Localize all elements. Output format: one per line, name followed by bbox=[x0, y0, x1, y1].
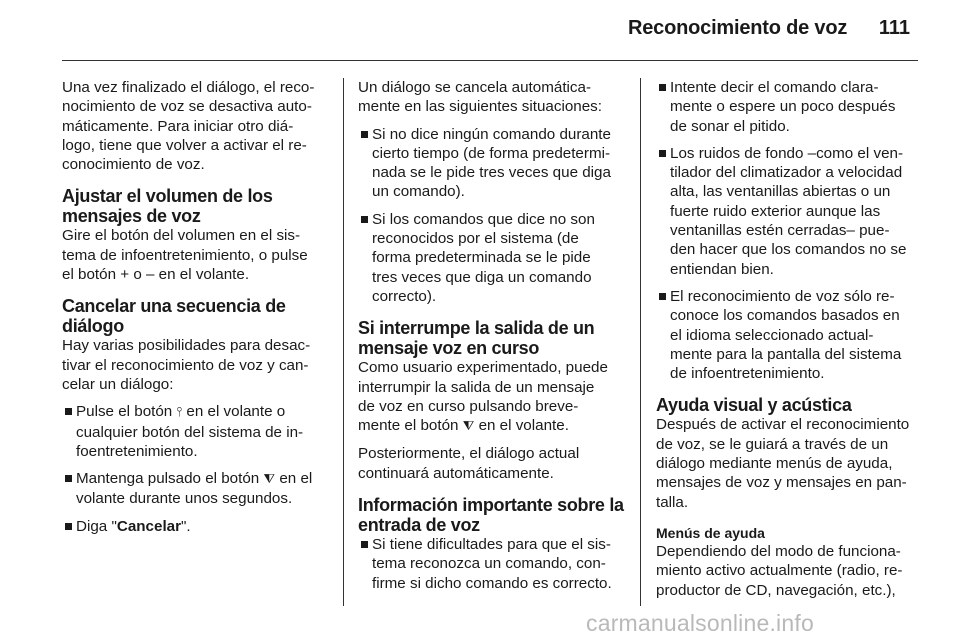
text-line: Dependiendo del modo de funciona- bbox=[656, 542, 901, 560]
text-line: Los ruidos de fondo –como el ven- bbox=[670, 144, 904, 162]
text-line: forma predeterminada se le pide bbox=[372, 249, 591, 267]
text-line: un comando). bbox=[372, 183, 465, 201]
text-line: máticamente. Para iniciar otro diá- bbox=[62, 117, 294, 135]
column-divider-2 bbox=[640, 78, 641, 606]
text-line: mente en las siguientes situaciones: bbox=[358, 98, 602, 116]
text-fragment: Mantenga pulsado el botón bbox=[76, 470, 260, 488]
text-line: den hacer que los comandos no se bbox=[670, 241, 907, 259]
text-line: de voz, se le guiará a través de un bbox=[656, 435, 889, 453]
text-fragment: ". bbox=[181, 517, 191, 535]
voice-icon: ⧨ bbox=[462, 419, 475, 435]
text-line: cierto tiempo (de forma predetermi- bbox=[372, 144, 611, 162]
text-line: El reconocimiento de voz sólo re- bbox=[670, 287, 895, 305]
text-line: el botón + o – en el volante. bbox=[62, 266, 250, 284]
text-line: conocimiento de voz. bbox=[62, 156, 205, 174]
text-line: Si los comandos que dice no son bbox=[372, 210, 595, 228]
heading-line: mensaje voz en curso bbox=[358, 338, 540, 359]
heading-line: diálogo bbox=[62, 316, 124, 337]
list-item bbox=[358, 210, 626, 306]
column-3 bbox=[656, 78, 922, 608]
text-line: continuará automáticamente. bbox=[358, 464, 554, 482]
text-line: tema reconozca un comando, con- bbox=[372, 555, 606, 573]
text-fragment: en el volante. bbox=[478, 417, 569, 435]
text-line: ventanillas estén cerradas– pue- bbox=[670, 222, 890, 240]
volume-paragraph bbox=[62, 226, 330, 284]
text-line: Gire el botón del volumen en el sis- bbox=[62, 227, 301, 245]
text-line: Si no dice ningún comando durante bbox=[372, 125, 611, 143]
text-line: de voz en curso pulsando breve- bbox=[358, 397, 579, 415]
menus-paragraph bbox=[656, 542, 922, 600]
text-line: fuerte ruido exterior aunque las bbox=[670, 202, 881, 220]
heading-info bbox=[358, 495, 626, 535]
list-item bbox=[656, 144, 922, 279]
list-item bbox=[358, 535, 626, 593]
text-line: mente o espere un poco después bbox=[670, 98, 896, 116]
text-line: foentretenimiento. bbox=[76, 442, 198, 460]
text-line: Después de activar el reconocimiento bbox=[656, 416, 910, 434]
command-keyword: Cancelar bbox=[116, 517, 182, 535]
text-line: Si tiene dificultades para que el sis- bbox=[372, 536, 611, 554]
text-line: correcto). bbox=[372, 287, 437, 305]
heading-line: Cancelar una secuencia de bbox=[62, 296, 286, 317]
text-line: logo, tiene que volver a activar el re- bbox=[62, 136, 307, 154]
auto-cancel-paragraph bbox=[358, 78, 626, 117]
voice-icon: ⧨ bbox=[263, 472, 276, 488]
info-list-continued bbox=[656, 78, 922, 383]
text-line: de infoentretenimiento. bbox=[670, 365, 825, 383]
text-line: tivar el reconocimiento de voz y can- bbox=[62, 356, 309, 374]
heading-line: Ajustar el volumen de los bbox=[62, 186, 273, 207]
interrupt-paragraph bbox=[358, 358, 626, 436]
text-line: mensajes de voz y mensajes en pan- bbox=[656, 474, 907, 492]
text-line: productor de CD, navegación, etc.), bbox=[656, 581, 896, 599]
heading-line: entrada de voz bbox=[358, 515, 480, 536]
text-fragment: Pulse el botón bbox=[76, 403, 173, 421]
text-line: firme si dicho comando es correcto. bbox=[372, 574, 612, 592]
heading-line: Si interrumpe la salida de un bbox=[358, 318, 595, 339]
after-paragraph bbox=[358, 444, 626, 483]
column-divider-1 bbox=[343, 78, 344, 606]
page-title: Reconocimiento de voz bbox=[628, 17, 848, 39]
text-line: mente para la pantalla del sistema bbox=[670, 345, 902, 363]
heading-interrupt bbox=[358, 318, 626, 358]
cancel-paragraph bbox=[62, 336, 330, 394]
text-line: alta, las ventanillas abiertas o un bbox=[670, 183, 891, 201]
text-line: Intente decir el comando clara- bbox=[670, 79, 879, 96]
hangup-icon: ⫯ bbox=[176, 405, 183, 421]
text-line: Un diálogo se cancela automática- bbox=[358, 79, 592, 96]
header-rule bbox=[62, 60, 918, 61]
intro-paragraph bbox=[62, 78, 330, 174]
info-list bbox=[358, 535, 626, 593]
page-number: 111 bbox=[878, 17, 910, 39]
text-line: volante durante unos segundos. bbox=[76, 490, 293, 508]
watermark: carmanualsonline.info bbox=[586, 610, 814, 636]
text-line: nada se le pide tres veces que diga bbox=[372, 164, 611, 182]
text-line: cualquier botón del sistema de in- bbox=[76, 423, 304, 441]
text-fragment: en el bbox=[279, 470, 313, 488]
text-line: miento activo actualmente (radio, re- bbox=[656, 562, 903, 580]
page-header bbox=[0, 0, 960, 60]
list-item-continued bbox=[656, 78, 922, 136]
text-line: talla. bbox=[656, 493, 689, 511]
list-item bbox=[656, 287, 922, 383]
text-line: de sonar el pitido. bbox=[670, 117, 790, 135]
text-line: conoce los comandos basados en bbox=[670, 307, 900, 325]
heading-help: Ayuda visual y acústica bbox=[656, 395, 852, 416]
text-line: reconocidos por el sistema (de bbox=[372, 230, 579, 248]
heading-line: mensajes de voz bbox=[62, 206, 201, 227]
auto-cancel-list bbox=[358, 125, 626, 307]
text-line: Posteriormente, el diálogo actual bbox=[358, 445, 580, 463]
heading-line: Información importante sobre la bbox=[358, 495, 624, 516]
text-fragment: mente el botón bbox=[358, 417, 459, 435]
text-line: diálogo mediante menús de ayuda, bbox=[656, 455, 893, 473]
text-line: Hay varias posibilidades para desac- bbox=[62, 337, 311, 355]
column-1 bbox=[62, 78, 330, 544]
heading-cancel bbox=[62, 296, 330, 336]
list-item bbox=[62, 469, 330, 509]
text-line: el idioma seleccionado actual- bbox=[670, 326, 874, 344]
list-item bbox=[62, 402, 330, 461]
text-line: interrumpir la salida de un mensaje bbox=[358, 378, 595, 396]
text-line: celar un diálogo: bbox=[62, 375, 174, 393]
text-fragment: Diga " bbox=[76, 517, 117, 535]
subheading-menus: Menús de ayuda bbox=[656, 524, 765, 541]
text-line: tilador del climatizador a velocidad bbox=[670, 164, 903, 182]
text-line: Como usuario experimentado, puede bbox=[358, 359, 608, 377]
list-item bbox=[62, 517, 330, 536]
text-fragment: en el volante o bbox=[186, 403, 286, 421]
text-line: nocimiento de voz se desactiva auto- bbox=[62, 98, 312, 116]
text-line: tema de infoentretenimiento, o pulse bbox=[62, 246, 308, 264]
heading-volume bbox=[62, 186, 330, 226]
text-line: entiendan bien. bbox=[670, 260, 774, 278]
text-line: tres veces que diga un comando bbox=[372, 268, 592, 286]
help-paragraph bbox=[656, 415, 922, 511]
cancel-list bbox=[62, 402, 330, 536]
text-line: Una vez finalizado el diálogo, el reco- bbox=[62, 79, 315, 96]
list-item bbox=[358, 125, 626, 202]
column-2 bbox=[358, 78, 626, 601]
